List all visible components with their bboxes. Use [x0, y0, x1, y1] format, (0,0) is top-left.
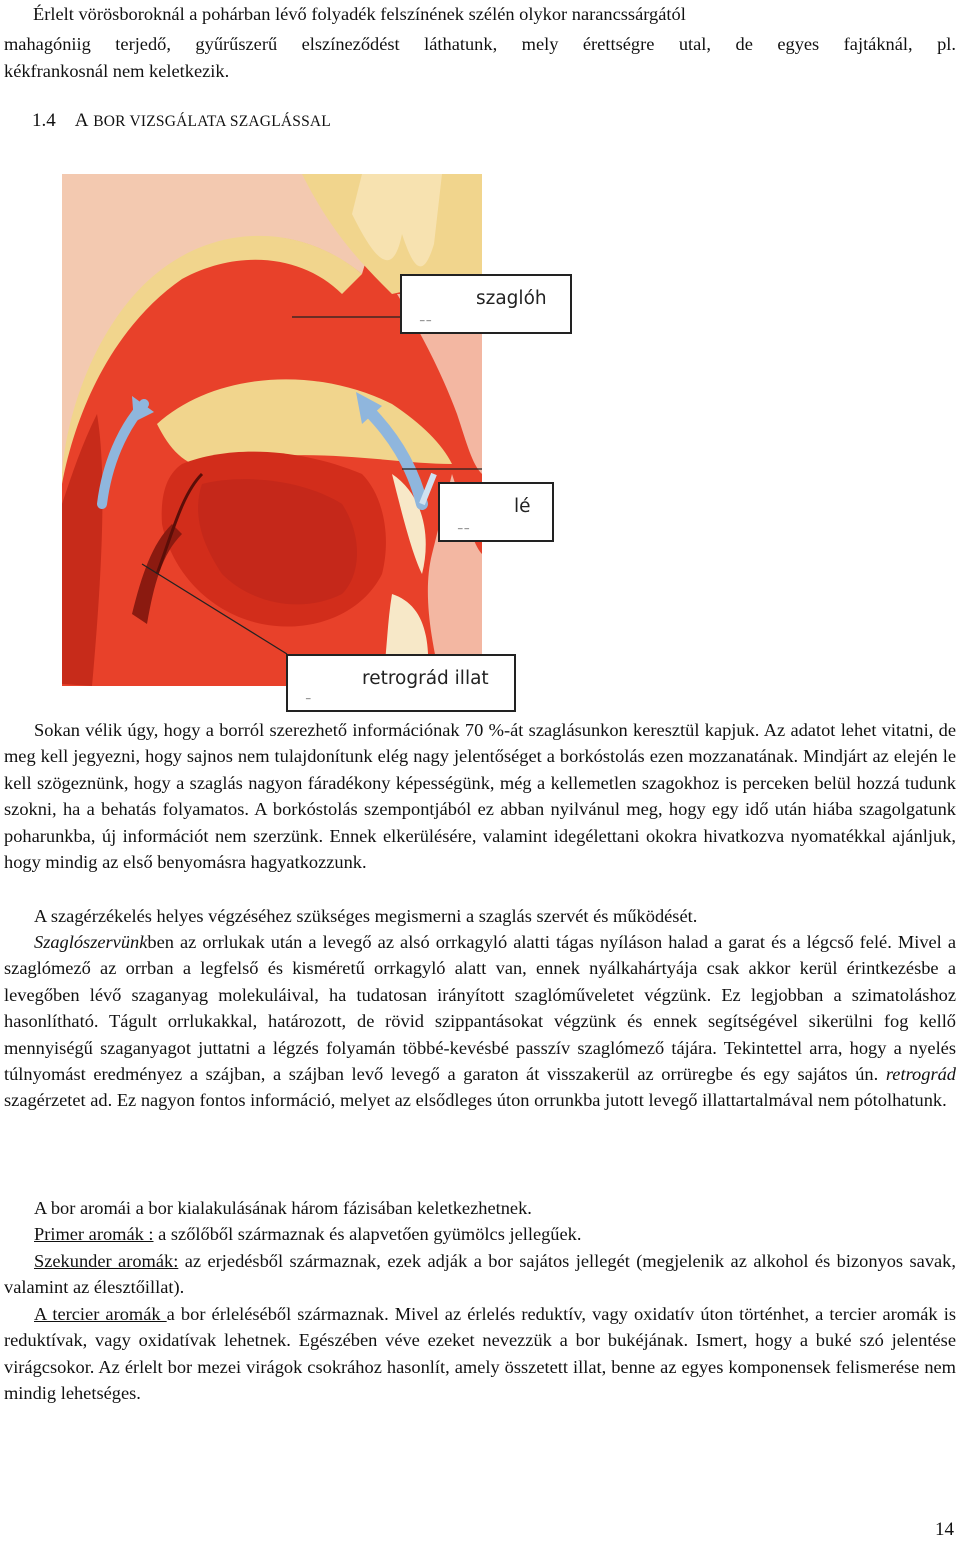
label-fragment-mark: ‾‾ — [420, 320, 433, 330]
nasal-cavity-figure — [62, 174, 482, 686]
paragraph-szekunder-aromas — [4, 1248, 956, 1301]
section-number: 1.4 — [32, 110, 56, 131]
szekunder-aromas-text: az erjedésből származnak, ezek adják a bor sajátos jellegét (megjelenik az alkohol és bizonyos savak, valamint az élesztőillat). — [4, 1251, 956, 1298]
page-number: 14 — [935, 1519, 954, 1540]
intro-line-1: Érlelt vörösboroknál a pohárban lévő folyadék felszínének szélén olykor narancssárgától — [33, 4, 686, 24]
label-fragment-mark: ‾ — [306, 698, 313, 708]
label-retrograde-text: retrográd illat — [362, 668, 489, 689]
intro-line-3: kékfrankosnál nem keletkezik. — [4, 61, 230, 81]
primer-aromas-text: a szőlőből származnak és alapvetően gyümölcs jellegűek. — [153, 1224, 582, 1244]
paragraph-olfactory-text-a: ben az orrlukak után a levegő az alsó orrkagyló alatti tágas nyíláson halad a garat és a légcső felé. Mivel a szaglómező az orrban a legfelső és kisméretű orrkagyló alatt van, ennek nyálkahártyája csak akkor kerül érintkezésbe a levegőben lévő szaganyag molekuláival, ha tudatosan irányított szaglóműveletet végzünk. Ez legjobban a szimatoláshoz hasonlítható. Tágult orrlukakkal, határozott, de rövid szippantásokat végzünk és ennek segítségével sikerülni fog kellő mennyiségű szaganyagot juttatni a légzés folyamán többé-kevésbé passzív szaglómező tájára. Tekintettel arra, hogy a nyelés túlnyomást eredményez a szájban, a szájban levő levegő a garaton át visszakerül az orrüregbe és egy sajátos ún. — [4, 932, 956, 1085]
term-primer-aromas: Primer aromák : — [34, 1224, 154, 1244]
label-olfactory-text: szaglóh — [476, 288, 547, 309]
head-cross-section-illustration — [62, 174, 482, 686]
term-retrograde: retrográd — [885, 1064, 956, 1085]
section-title: BOR VIZSGÁLATA SZAGLÁSSAL — [93, 113, 331, 130]
term-tercier-aromas: A tercier aromák — [34, 1304, 167, 1324]
term-szekunder-aromas: Szekunder aromák: — [34, 1251, 179, 1271]
paragraph-primer-aromas — [4, 1221, 956, 1247]
label-fragment-mark: ‾‾ — [458, 528, 471, 538]
paragraph-olfactory-organ-intro: A szagérzékelés helyes végzéséhez szükséges megismerni a szaglás szervét és működését. — [34, 906, 698, 926]
tercier-aromas-text: a bor érleléséből származnak. Mivel az érlelés reduktív, vagy oxidatív úton történhet, a tercier aromák is reduktívak, vagy oxidatívak lehetnek. Egészében véve ezeket nevezzük a bor bukéjának. Ismert, hogy a buké szó jelentése virágcsokor. Az érlelt bor mezei virágok csokrához hasonlít, amely összetett illat, benne az egyes komponensek felismerése nem mindig lehetséges. — [4, 1304, 956, 1404]
label-retrograde-smell — [286, 654, 516, 712]
paragraph-olfactory-text-b: szagérzetet ad. Ez nagyon fontos információ, melyet az elsődleges úton orrunkba jutott levegő illattartalmával nem pótolhatunk. — [4, 1090, 947, 1111]
term-olfactory-organ: Szaglószervünk — [34, 932, 148, 952]
section-heading — [32, 108, 331, 135]
label-air-flow-text: lé — [514, 496, 531, 517]
intro-line-2: mahagóniig terjedő, gyűrűszerű elszíneződést láthatunk, mely érettségre utal, de egyes fajtáknál, pl. — [4, 34, 956, 54]
paragraph-aroma-phases: A bor aromái a bor kialakulásának három fázisában keletkezhetnek. — [34, 1198, 532, 1218]
section-letter: A — [74, 110, 89, 131]
paragraph-smell-information: Sokan vélik úgy, hogy a borról szerezhető információnak 70 %-át szaglásunkon keresztül kapjuk. Az adatot lehet vitatni, de meg kell jegyezni, hogy sajnos nem tulajdonítunk elég nagy jelentőséget a borkóstolás ezen mozzanatának. Mindjárt az elején le kell szögeznünk, hogy a szaglás nagyon fáradékony képességünk, még a kellemetlen szagokhoz is perceken belül hozzá tudunk szokni, ha a behatás folyamatos. A borkóstolás szempontjából ez abban nyilvánul meg, hogy egy idő után hiába szagolgatunk poharunkba, új információt nem szerzünk. Ennek elkerülésére, valamint idegélettani okokra hivatkozva nyomatékkal ajánljuk, hogy mindig az első benyomásra hagyatkozzunk. — [4, 720, 956, 873]
label-olfactory-area — [400, 274, 572, 334]
paragraph-olfactory-organ — [4, 929, 956, 1114]
label-air-flow — [438, 482, 554, 542]
paragraph-tercier-aromas — [4, 1301, 956, 1407]
